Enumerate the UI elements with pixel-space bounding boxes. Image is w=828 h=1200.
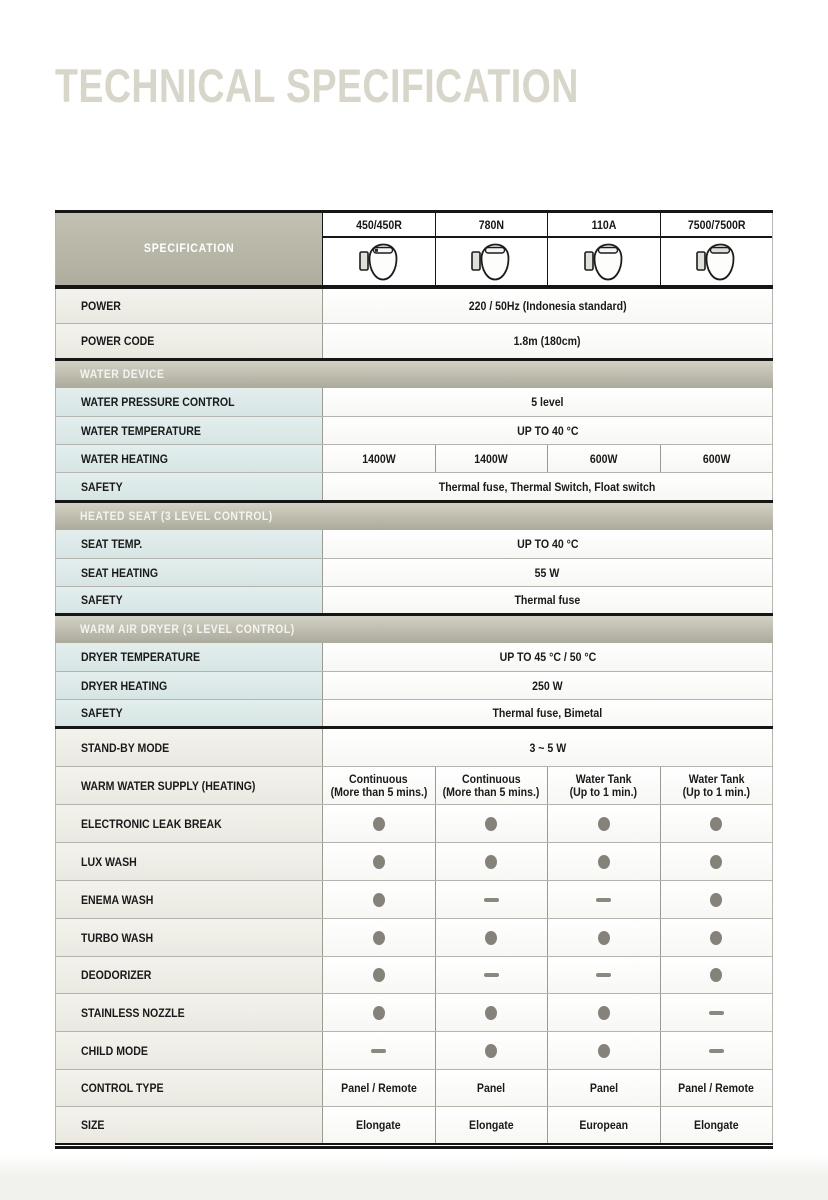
table-bottom-border — [55, 1143, 773, 1149]
feature-mark — [709, 1049, 724, 1053]
row-value: 220 / 50Hz (Indonesia standard) — [468, 299, 627, 313]
row-power-code — [56, 323, 772, 358]
row-water-safety — [56, 472, 772, 500]
row-water-temperature — [56, 416, 772, 444]
row-value: 600W — [660, 445, 773, 472]
row-water-heating — [56, 444, 772, 472]
row-value: UP TO 45 °C / 50 °C — [499, 650, 596, 664]
row-value: 5 level — [531, 395, 564, 409]
model-header-110a: 110A — [547, 213, 660, 236]
feature-mark — [484, 973, 499, 977]
feature-mark — [371, 1049, 386, 1053]
row-label: POWER — [81, 299, 121, 313]
row-label: LUX WASH — [81, 854, 137, 869]
feature-mark — [485, 855, 497, 869]
table-header — [56, 213, 772, 285]
bidet-seat-top-view-icon — [660, 238, 773, 285]
row-value: UP TO 40 °C — [516, 537, 579, 551]
bidet-seat-top-view-icon — [435, 238, 548, 285]
feature-mark — [373, 931, 385, 945]
row-power — [56, 289, 772, 323]
row-value: Panel / Remote — [660, 1070, 773, 1106]
row-dryer-heating — [56, 671, 772, 699]
row-enema-wash — [56, 880, 772, 918]
row-label: STAINLESS NOZZLE — [81, 1005, 185, 1020]
feature-mark — [485, 817, 497, 831]
feature-mark — [710, 855, 722, 869]
row-label: SAFETY — [81, 706, 123, 720]
row-value: 1.8m (180cm) — [514, 334, 581, 348]
feature-mark — [485, 931, 497, 945]
row-value: Elongate — [660, 1107, 773, 1143]
row-value: 600W — [547, 445, 660, 472]
row-value: Panel — [547, 1070, 660, 1106]
feature-mark — [710, 968, 722, 982]
row-stand-by-mode — [56, 729, 772, 766]
bidet-seat-top-view-icon — [323, 238, 435, 285]
section-header-warm-air-dryer: WARM AIR DRYER (3 LEVEL CONTROL) — [55, 616, 773, 643]
page-title: TECHNICAL SPECIFICATION — [55, 59, 579, 112]
row-label: ELECTRONIC LEAK BREAK — [81, 816, 222, 831]
feature-mark — [373, 893, 385, 907]
feature-mark — [485, 1044, 497, 1058]
row-label: WATER PRESSURE CONTROL — [81, 395, 235, 409]
row-seat-safety — [56, 586, 772, 613]
row-label: DRYER HEATING — [81, 678, 168, 693]
row-seat-heating — [56, 558, 772, 586]
row-value: Continuous (More than 5 mins.) — [330, 771, 428, 799]
row-label: STAND-BY MODE — [81, 740, 170, 755]
feature-mark — [710, 893, 722, 907]
row-value: 250 W — [532, 678, 563, 693]
row-value: Water Tank (Up to 1 min.) — [660, 767, 773, 804]
row-water-pressure-control — [56, 388, 772, 416]
feature-mark — [709, 1011, 724, 1015]
row-label: WARM WATER SUPPLY (HEATING) — [81, 778, 256, 793]
features-section — [56, 729, 772, 1143]
row-value: Water Tank (Up to 1 min.) — [547, 767, 660, 804]
model-icon-row — [323, 238, 772, 285]
row-label: SAFETY — [81, 593, 123, 607]
feature-mark — [596, 973, 611, 977]
row-label: ENEMA WASH — [81, 892, 154, 907]
row-label: DRYER TEMPERATURE — [81, 650, 201, 664]
water-device-section — [56, 388, 772, 500]
heated-seat-section — [56, 530, 772, 613]
corner-header-cell — [56, 213, 322, 285]
feature-mark — [373, 1006, 385, 1020]
row-turbo-wash — [56, 918, 772, 956]
feature-mark — [373, 968, 385, 982]
feature-mark — [598, 817, 610, 831]
row-label: WATER TEMPERATURE — [81, 423, 201, 438]
row-value: European — [547, 1107, 660, 1143]
feature-mark — [373, 817, 385, 831]
model-header-780n: 780N — [435, 213, 548, 236]
row-value: Panel — [435, 1070, 548, 1106]
feature-mark — [598, 855, 610, 869]
row-value: Continuous (More than 5 mins.) — [435, 767, 548, 804]
row-label: POWER CODE — [81, 334, 155, 348]
row-value: Thermal fuse — [514, 593, 581, 607]
row-warm-water-supply — [56, 766, 772, 804]
row-value: Thermal fuse, Thermal Switch, Float switch — [439, 479, 656, 494]
feature-mark — [373, 855, 385, 869]
row-label: DEODORIZER — [81, 968, 152, 982]
section-header-heated-seat: HEATED SEAT (3 LEVEL CONTROL) — [55, 503, 773, 530]
feature-mark — [710, 817, 722, 831]
feature-mark — [710, 931, 722, 945]
row-label: TURBO WASH — [81, 930, 154, 945]
feature-mark — [598, 1006, 610, 1020]
row-value: 55 W — [535, 565, 560, 580]
row-size — [56, 1106, 772, 1143]
model-header-7500: 7500/7500R — [660, 213, 773, 236]
feature-mark — [596, 898, 611, 902]
row-child-mode — [56, 1031, 772, 1069]
warm-air-dryer-section — [56, 643, 772, 726]
page-bottom-shadow — [0, 1156, 828, 1200]
corner-header-label: SPECIFICATION — [143, 243, 235, 255]
row-value: 3 ~ 5 W — [529, 740, 566, 755]
row-value: UP TO 40 °C — [516, 423, 579, 438]
row-value: 1400W — [362, 451, 396, 466]
row-dryer-safety — [56, 699, 772, 726]
row-dryer-temperature — [56, 643, 772, 671]
row-control-type — [56, 1069, 772, 1106]
row-label: CONTROL TYPE — [81, 1081, 164, 1095]
row-electronic-leak-break — [56, 804, 772, 842]
row-deodorizer — [56, 956, 772, 993]
row-label: CHILD MODE — [81, 1043, 148, 1058]
model-header-450: 450/450R — [355, 217, 402, 232]
row-label: SEAT TEMP. — [81, 537, 143, 551]
feature-mark — [485, 1006, 497, 1020]
power-section — [56, 289, 772, 358]
row-label: SAFETY — [81, 479, 123, 494]
row-value: Panel / Remote — [340, 1081, 417, 1095]
row-value: 1400W — [435, 445, 548, 472]
row-lux-wash — [56, 842, 772, 880]
feature-mark — [598, 931, 610, 945]
row-value: Thermal fuse, Bimetal — [492, 706, 603, 720]
specification-table — [55, 210, 773, 1149]
section-header-water-device: WATER DEVICE — [55, 361, 773, 388]
row-label: SIZE — [81, 1118, 105, 1132]
row-stainless-nozzle — [56, 993, 772, 1031]
bidet-seat-top-view-icon — [547, 238, 660, 285]
row-label: WATER HEATING — [81, 451, 169, 466]
feature-mark — [598, 1044, 610, 1058]
row-value: Elongate — [356, 1118, 402, 1132]
row-label: SEAT HEATING — [81, 565, 159, 580]
row-seat-temp — [56, 530, 772, 558]
feature-mark — [484, 898, 499, 902]
model-name-row — [323, 213, 772, 238]
row-value: Elongate — [435, 1107, 548, 1143]
